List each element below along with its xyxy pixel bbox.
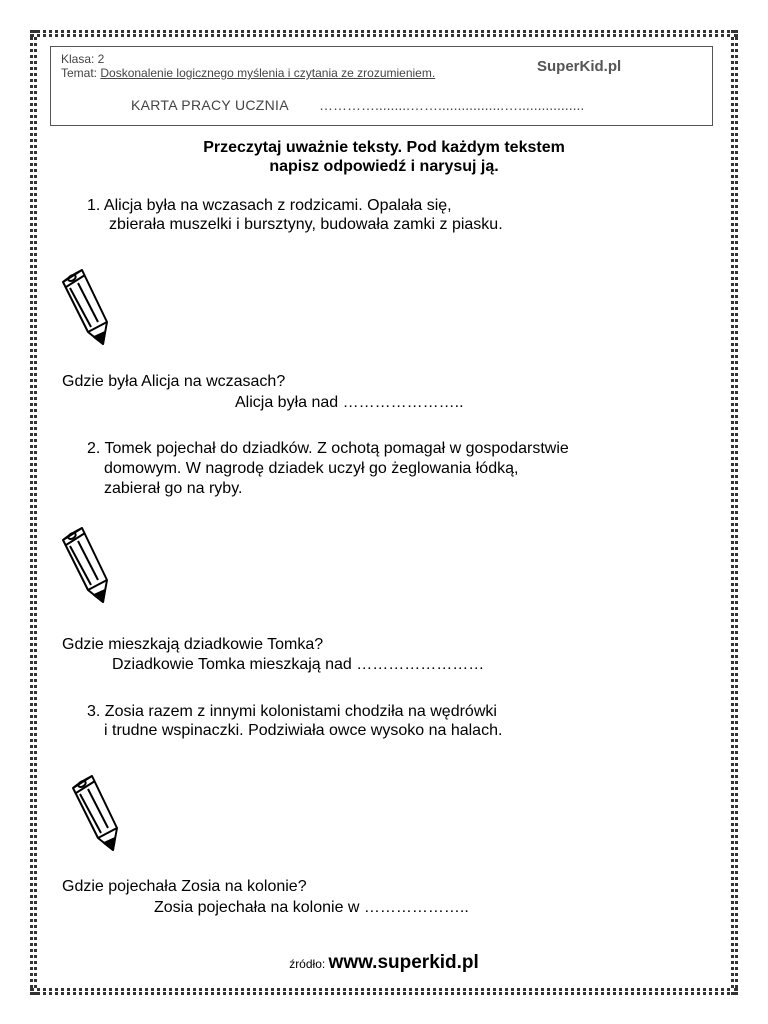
class-label: Klasa: 2 xyxy=(61,52,105,66)
topic-prefix: Temat: xyxy=(61,66,101,80)
instruction-line-1: Przeczytaj uważnie teksty. Pod każdym tekstem xyxy=(203,139,565,156)
task-3-text-line-1: 3. Zosia razem z innymi kolonistami chodziła na wędrówki xyxy=(87,703,497,720)
task-1-answer-line: Alicja była nad ………………….. xyxy=(235,394,464,411)
task-2-text-line-1: 2. Tomek pojechał do dziadków. Z ochotą pomagał w gospodarstwie xyxy=(87,440,569,457)
topic-line xyxy=(61,66,435,80)
task-2-text-line-3: zabierał go na ryby. xyxy=(104,480,243,497)
task-3-answer-line: Zosia pojechała na kolonie w ……………….. xyxy=(154,899,469,916)
page-border-bottom xyxy=(30,988,738,995)
task-2-text-line-2: domowym. W nagrodę dziadek uczył go żeglowania łódką, xyxy=(104,460,519,477)
source-footer xyxy=(0,952,768,974)
page-border-top xyxy=(30,30,738,37)
pencil-icon xyxy=(56,262,116,348)
student-name-line: ………….........…….................…................. xyxy=(319,97,585,113)
task-1-text-line-1: 1. Alicja była na wczasach z rodzicami. Opalała się, xyxy=(87,197,452,214)
brand-logo: SuperKid.pl xyxy=(537,58,622,75)
card-label: KARTA PRACY UCZNIA xyxy=(131,97,289,113)
source-label: źródło: xyxy=(289,957,329,971)
task-3-question: Gdzie pojechała Zosia na kolonie? xyxy=(62,878,307,895)
source-link[interactable]: www.superkid.pl xyxy=(328,952,479,973)
task-3-text-line-2: i trudne wspinaczki. Podziwiała owce wysoko na halach. xyxy=(104,722,503,739)
pencil-icon xyxy=(66,768,126,854)
topic-text: Doskonalenie logicznego myślenia i czytania ze zrozumieniem. xyxy=(100,66,436,80)
pencil-icon xyxy=(56,520,116,606)
instruction-line-2: napisz odpowiedź i narysuj ją. xyxy=(269,158,499,175)
task-2-question: Gdzie mieszkają dziadkowie Tomka? xyxy=(62,636,324,653)
task-1-question: Gdzie była Alicja na wczasach? xyxy=(62,373,286,390)
task-2-answer-line: Dziadkowie Tomka mieszkają nad …………………… xyxy=(112,656,485,673)
worksheet-header xyxy=(50,46,713,126)
task-1-text-line-2: zbierała muszelki i bursztyny, budowała zamki z piasku. xyxy=(109,216,503,233)
